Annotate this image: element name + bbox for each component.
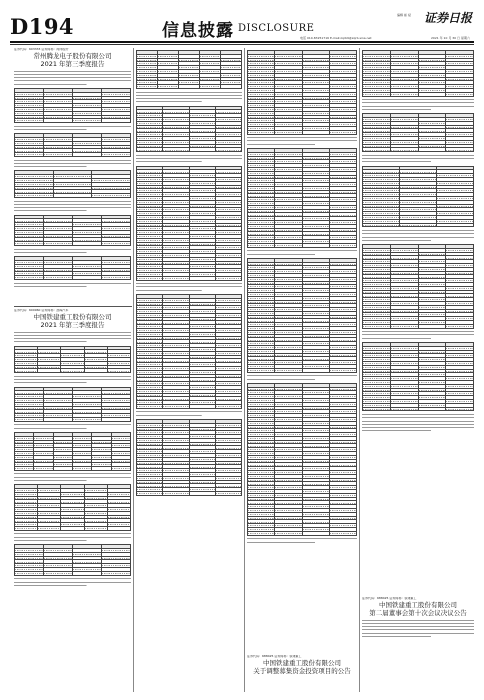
table-cell: [302, 130, 329, 134]
table-cell: [72, 467, 91, 471]
table-row: [363, 407, 474, 411]
data-table: [136, 166, 242, 281]
table-row: [137, 148, 242, 152]
data-table: [14, 432, 131, 471]
table-cell: [215, 492, 241, 496]
table-cell: [446, 148, 474, 152]
body-text: [362, 229, 474, 242]
table-cell: [329, 368, 356, 372]
data-table: [247, 258, 357, 373]
table-row: [363, 92, 474, 96]
notice-block: [14, 309, 131, 692]
table-cell: [107, 527, 130, 531]
notice-header: [362, 597, 474, 617]
table-cell: [137, 492, 163, 496]
table-cell: [61, 369, 84, 373]
table-cell: [329, 243, 356, 247]
table-cell: [329, 130, 356, 134]
table-row: [15, 194, 131, 198]
table-cell: [53, 194, 92, 198]
table-cell: [400, 223, 437, 227]
table-cell: [15, 467, 34, 471]
table-cell: [163, 276, 189, 280]
company-name: 中国铁建重工股份有限公司: [379, 600, 457, 609]
table-cell: [15, 153, 44, 157]
table-row: [15, 571, 131, 575]
table-row: [248, 368, 357, 372]
table-cell: [390, 407, 418, 411]
table-row: [248, 243, 357, 247]
body-text: [14, 200, 131, 213]
body-text: [362, 413, 474, 433]
table-cell: [446, 407, 474, 411]
text-line: [362, 429, 474, 432]
notice-title: 2021 年第三季度报告: [40, 320, 105, 329]
table-cell: [15, 119, 44, 123]
table-cell: [137, 276, 163, 280]
table-cell: [163, 148, 189, 152]
table-cell: [44, 571, 73, 575]
body-text: [362, 98, 474, 111]
body-text: [136, 154, 242, 164]
table-cell: [189, 148, 215, 152]
table-cell: [418, 324, 446, 328]
notice-title: 第二届董事会第十次会议决议公告: [369, 608, 467, 617]
text-line: [14, 251, 131, 254]
body-text: [14, 125, 131, 132]
masthead-rule-thin: [10, 44, 474, 45]
body-text: [136, 410, 242, 417]
body-text: [14, 472, 131, 482]
report-body: [136, 50, 242, 496]
data-table: [14, 88, 131, 123]
report-continuation-column: [136, 48, 242, 692]
table-cell: [390, 148, 418, 152]
notice-title: 关于调整募集资金投资项目的公告: [253, 666, 351, 675]
table-cell: [363, 92, 391, 96]
table-cell: [15, 242, 44, 246]
table-cell: [102, 571, 131, 575]
body-text: [362, 154, 474, 164]
table-row: [15, 527, 131, 531]
table-cell: [248, 243, 275, 247]
table-cell: [53, 467, 72, 471]
table-cell: [275, 368, 302, 372]
data-table: [14, 256, 131, 280]
table-row: [15, 418, 131, 422]
table-cell: [363, 407, 391, 411]
table-row: [15, 369, 131, 373]
notice-header: [247, 655, 357, 675]
table-cell: [73, 242, 102, 246]
table-cell: [163, 405, 189, 409]
body-text: [247, 249, 357, 256]
text-line: [362, 635, 474, 638]
stock-code: 证券代码：600960 证券简称：渤海汽车: [14, 309, 69, 312]
table-cell: [275, 130, 302, 134]
table-cell: [61, 527, 84, 531]
table-cell: [73, 418, 102, 422]
text-line: [136, 160, 242, 163]
table-cell: [107, 369, 130, 373]
data-table: [136, 294, 242, 409]
text-line: [14, 340, 131, 343]
data-table: [362, 50, 474, 97]
table-cell: [189, 405, 215, 409]
table-cell: [363, 324, 391, 328]
table-row: [137, 492, 242, 496]
text-line: [362, 337, 474, 340]
newspaper-logo: 证券日报: [424, 11, 473, 25]
report-continuation-column: [247, 48, 357, 654]
table-cell: [34, 467, 53, 471]
notice-header: [14, 48, 131, 68]
table-cell: [102, 242, 131, 246]
table-row: [363, 148, 474, 152]
table-cell: [418, 92, 446, 96]
table-cell: [15, 571, 44, 575]
table-cell: [275, 531, 302, 535]
table-cell: [437, 223, 474, 227]
table-cell: [446, 92, 474, 96]
body-text: [362, 619, 474, 639]
table-row: [15, 242, 131, 246]
body-text: [14, 532, 131, 542]
contact-line: 电话 010-83251716 E-mail:zqrb9@zqrb.sina.net: [300, 36, 372, 40]
stock-code: 证券代码：688425 证券简称：铁建重工: [247, 655, 302, 658]
table-row: [15, 119, 131, 123]
table-cell: [221, 85, 242, 89]
table-cell: [73, 571, 102, 575]
body-text: [362, 330, 474, 340]
section-title: 信息披露: [162, 21, 234, 41]
body-text: [14, 281, 131, 288]
data-table: [14, 215, 131, 246]
data-table: [136, 50, 242, 89]
text-line: [362, 160, 474, 163]
text-line: [247, 377, 357, 380]
table-cell: [38, 527, 61, 531]
notice-block: [362, 597, 474, 692]
table-cell: [137, 85, 158, 89]
table-cell: [302, 368, 329, 372]
body-text: [247, 136, 357, 146]
data-table: [14, 346, 131, 374]
data-table: [247, 50, 357, 135]
notice-block: [14, 48, 131, 304]
data-table: [362, 244, 474, 329]
table-cell: [158, 85, 179, 89]
table-cell: [200, 85, 221, 89]
body-text: [136, 282, 242, 292]
body-text: [247, 537, 357, 544]
table-cell: [92, 467, 111, 471]
table-cell: [390, 324, 418, 328]
text-line: [14, 128, 131, 131]
body-text: [14, 577, 131, 587]
data-table: [362, 342, 474, 411]
table-cell: [102, 153, 131, 157]
data-table: [14, 387, 131, 422]
text-line: [14, 209, 131, 212]
table-row: [15, 276, 131, 280]
text-line: [14, 539, 131, 542]
table-cell: [44, 242, 73, 246]
table-cell: [137, 148, 163, 152]
data-table: [362, 166, 474, 228]
text-line: [136, 289, 242, 292]
table-cell: [44, 119, 73, 123]
table-row: [363, 324, 474, 328]
body-text: [14, 375, 131, 385]
notice-title: 2021 年第三季度报告: [40, 59, 105, 68]
data-table: [14, 484, 131, 531]
text-line: [14, 285, 131, 288]
text-line: [14, 584, 131, 587]
data-table: [247, 148, 357, 248]
table-row: [15, 467, 131, 471]
company-name: 常州腾龙电子股份有限公司: [33, 51, 112, 60]
table-row: [363, 223, 474, 227]
section-title-english: DISCLOSURE: [238, 23, 315, 34]
body-text: [136, 90, 242, 103]
body-text: [14, 331, 131, 344]
table-cell: [102, 418, 131, 422]
stock-code: 证券代码：688425 证券简称：铁建重工: [362, 597, 417, 600]
data-table: [14, 170, 131, 198]
table-cell: [215, 405, 241, 409]
table-cell: [189, 276, 215, 280]
text-line: [247, 252, 357, 255]
table-cell: [15, 418, 44, 422]
table-cell: [44, 418, 73, 422]
table-cell: [215, 276, 241, 280]
text-line: [247, 143, 357, 146]
data-table: [362, 113, 474, 152]
table-cell: [329, 531, 356, 535]
table-cell: [73, 119, 102, 123]
table-cell: [15, 369, 38, 373]
table-cell: [102, 119, 131, 123]
body-text: [14, 423, 131, 430]
issue-date: 2021 年 10 月 30 日 星期六: [431, 36, 470, 40]
table-cell: [44, 276, 73, 280]
data-table: [14, 133, 131, 157]
data-table: [136, 106, 242, 153]
table-cell: [84, 527, 107, 531]
text-line: [362, 239, 474, 242]
report-body: [247, 50, 357, 544]
report-body: [14, 70, 131, 289]
table-cell: [73, 153, 102, 157]
notice-block: [247, 655, 357, 692]
text-line: [14, 165, 131, 168]
report-body: [362, 50, 474, 433]
table-row: [137, 85, 242, 89]
table-row: [15, 153, 131, 157]
table-cell: [363, 223, 400, 227]
page-number: D194: [10, 14, 75, 39]
table-cell: [44, 153, 73, 157]
company-name: 中国铁建重工股份有限公司: [33, 312, 112, 321]
body-text: [14, 159, 131, 169]
company-name: 中国铁建重工股份有限公司: [263, 658, 341, 667]
table-cell: [418, 407, 446, 411]
table-cell: [302, 531, 329, 535]
table-cell: [15, 194, 54, 198]
body-text: [247, 374, 357, 381]
text-line: [247, 540, 357, 543]
table-row: [137, 276, 242, 280]
table-cell: [111, 467, 130, 471]
table-row: [248, 130, 357, 134]
text-line: [14, 83, 131, 86]
table-cell: [302, 243, 329, 247]
text-line: [136, 414, 242, 417]
table-cell: [163, 492, 189, 496]
data-table: [14, 544, 131, 575]
report-body: [362, 619, 474, 639]
masthead-rule: [10, 41, 474, 43]
table-cell: [15, 276, 44, 280]
report-body: [14, 331, 131, 588]
stock-code: 证券代码：603333 证券简称：尚纬股份: [14, 48, 69, 51]
text-line: [14, 479, 131, 482]
table-cell: [248, 368, 275, 372]
table-cell: [189, 492, 215, 496]
table-cell: [275, 243, 302, 247]
text-line: [136, 100, 242, 103]
table-cell: [102, 276, 131, 280]
table-cell: [248, 130, 275, 134]
table-cell: [363, 148, 391, 152]
table-cell: [179, 85, 200, 89]
table-cell: [15, 527, 38, 531]
notice-header: [14, 309, 131, 329]
table-cell: [84, 369, 107, 373]
table-cell: [418, 148, 446, 152]
text-line: [362, 108, 474, 111]
text-line: [14, 427, 131, 430]
table-cell: [137, 405, 163, 409]
data-table: [247, 383, 357, 536]
table-cell: [390, 92, 418, 96]
table-cell: [446, 324, 474, 328]
table-row: [137, 405, 242, 409]
report-continuation-column: [362, 48, 474, 596]
body-text: [14, 248, 131, 255]
table-cell: [73, 276, 102, 280]
body-text: [14, 70, 131, 86]
table-cell: [92, 194, 131, 198]
table-cell: [215, 148, 241, 152]
table-cell: [38, 369, 61, 373]
editor-credit: 编辑 崔 斌: [397, 13, 411, 17]
masthead: [0, 0, 484, 40]
table-cell: [248, 531, 275, 535]
table-row: [248, 531, 357, 535]
data-table: [136, 419, 242, 496]
text-line: [14, 381, 131, 384]
